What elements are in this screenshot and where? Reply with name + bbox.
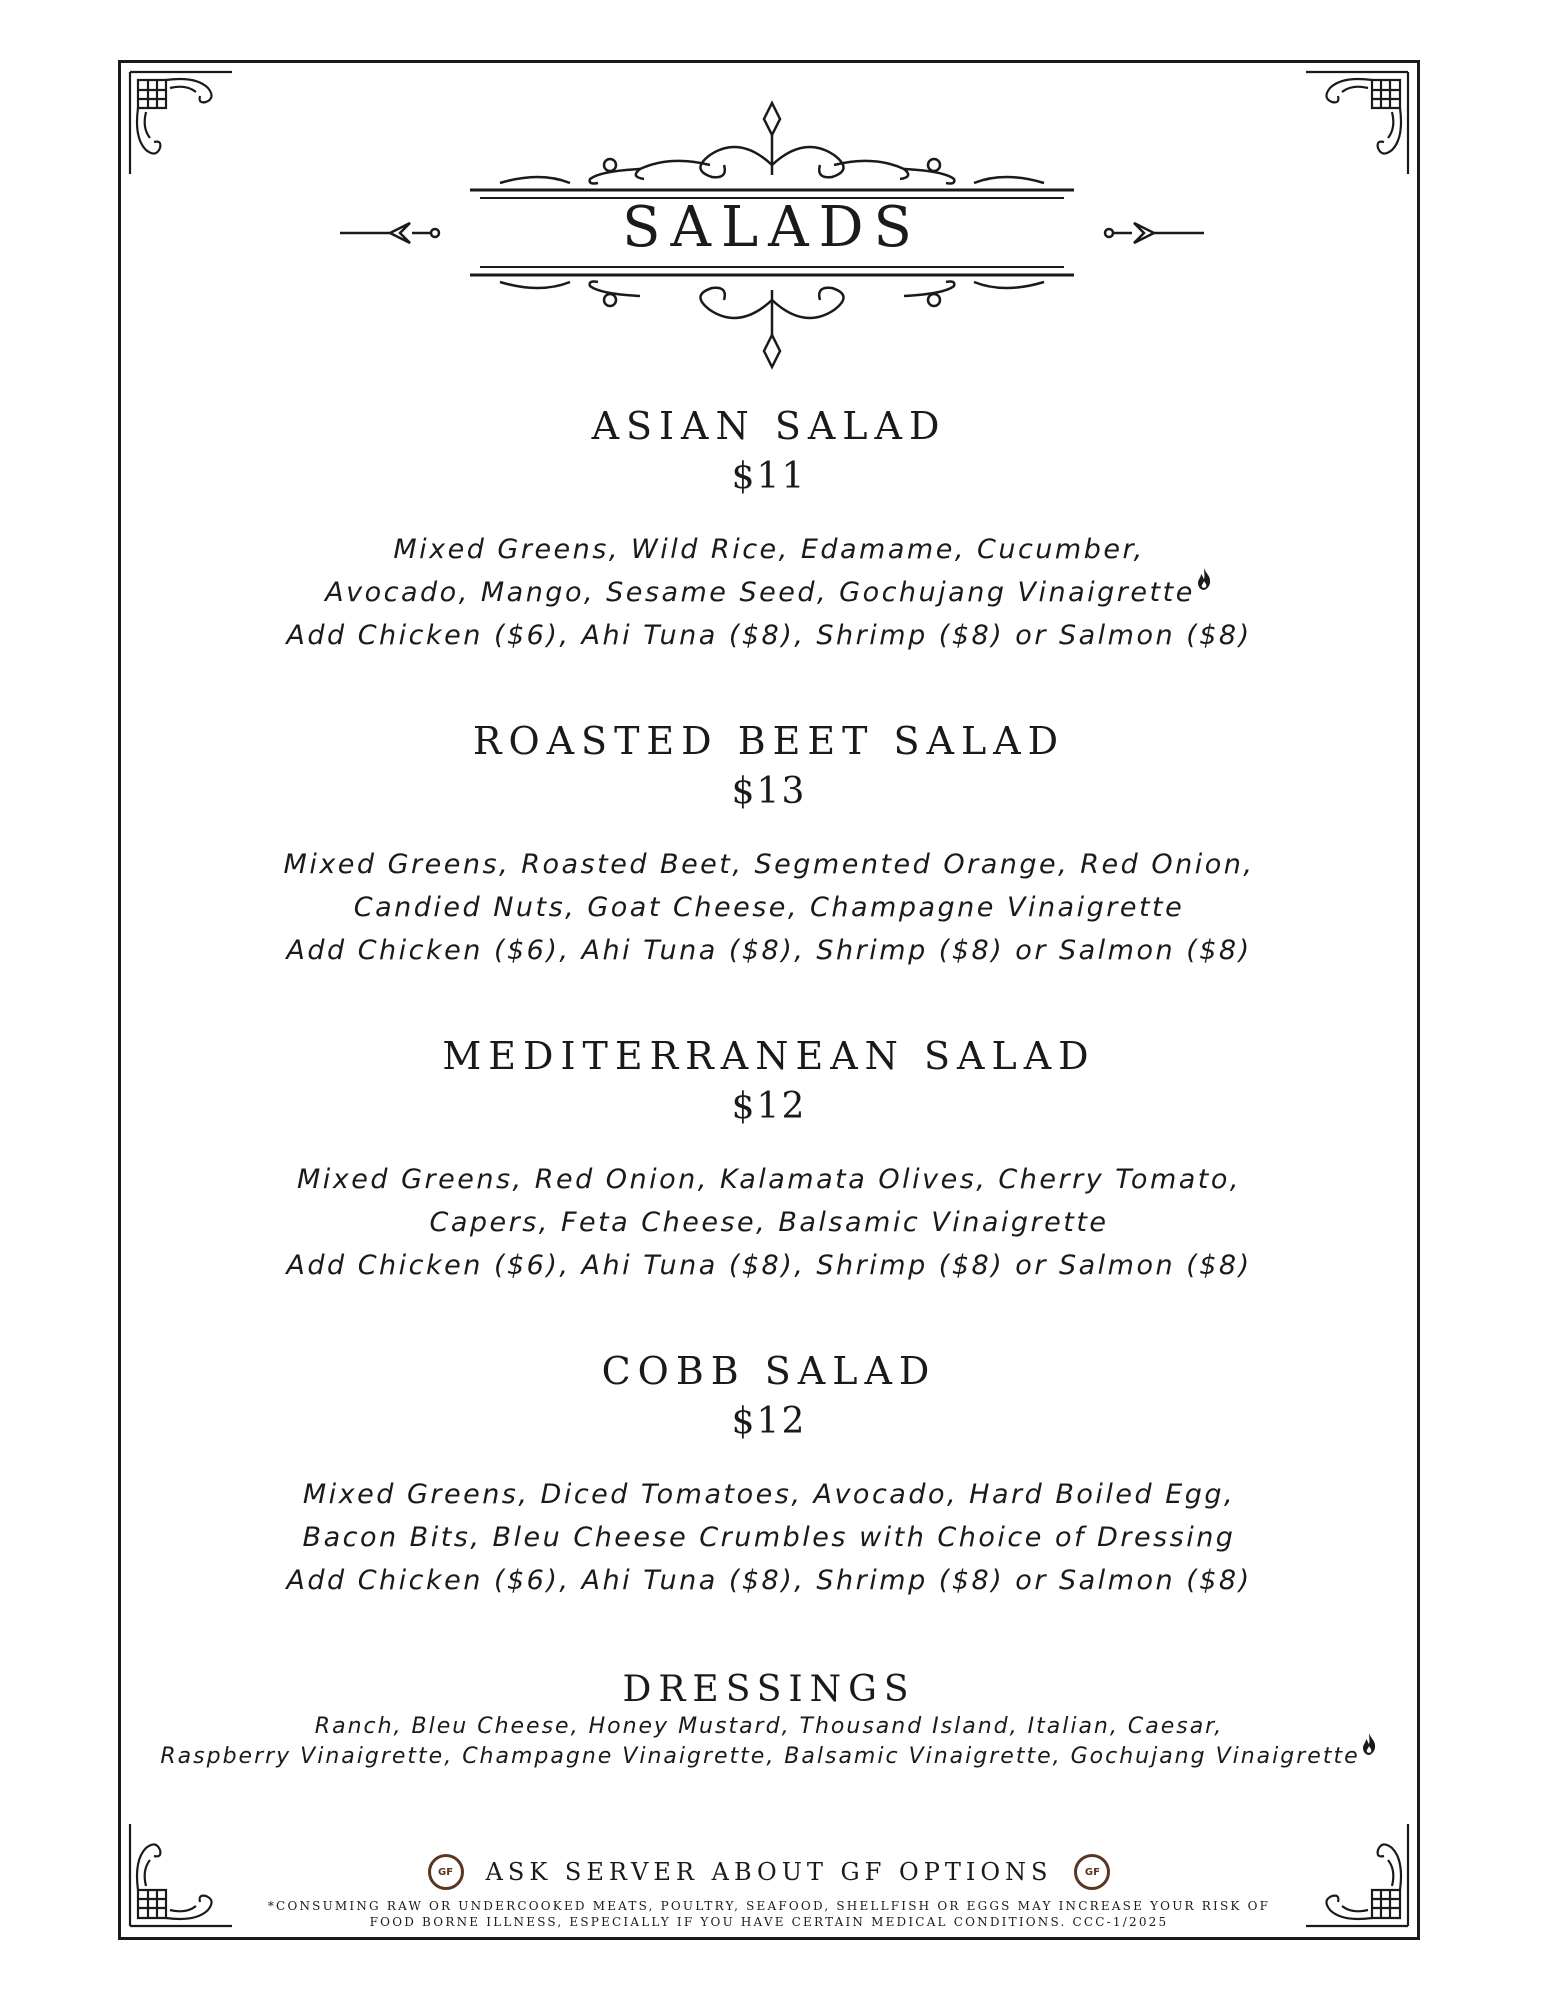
- item-name: ROASTED BEET SALAD: [472, 719, 1066, 763]
- item-description: [118, 1158, 1420, 1287]
- description-line: Mixed Greens, Diced Tomatoes, Avocado, Hard Boiled Egg,: [302, 1479, 1236, 1510]
- description-line: Avocado, Mango, Sesame Seed, Gochujang Vinaigrette: [118, 571, 1420, 614]
- menu-item-roasted-beet-salad: [118, 717, 1420, 972]
- corner-flourish-icon: [126, 68, 236, 178]
- menu-item-asian-salad: [118, 402, 1420, 657]
- description-line: Add Chicken ($6), Ahi Tuna ($8), Shrimp ($8) or Salmon ($8): [286, 935, 1252, 966]
- item-price: $12: [731, 1086, 807, 1127]
- description-line: Mixed Greens, Roasted Beet, Segmented Orange, Red Onion,: [283, 849, 1255, 880]
- description-line: Bacon Bits, Bleu Cheese Crumbles with Choice of Dressing: [302, 1522, 1236, 1553]
- item-description: [118, 1473, 1420, 1602]
- description-line: Capers, Feta Cheese, Balsamic Vinaigrette: [429, 1207, 1109, 1238]
- disclaimer-line: *CONSUMING RAW OR UNDERCOOKED MEATS, POULTRY, SEAFOOD, SHELLFISH OR EGGS MAY INCREASE YOUR RISK OF: [267, 1899, 1271, 1913]
- dressings-line: Raspberry Vinaigrette, Champagne Vinaigrette, Balsamic Vinaigrette, Gochujang Vinaigrette: [118, 1742, 1420, 1772]
- item-name: ASIAN SALAD: [591, 404, 947, 448]
- dressings-line: Ranch, Bleu Cheese, Honey Mustard, Thousand Island, Italian, Caesar,: [314, 1714, 1224, 1739]
- page-title: SALADS: [622, 195, 922, 260]
- description-line: Add Chicken ($6), Ahi Tuna ($8), Shrimp ($8) or Salmon ($8): [286, 1250, 1252, 1281]
- footer: [118, 1850, 1420, 1930]
- dressings-title: DRESSINGS: [622, 1669, 916, 1710]
- menu-item-mediterranean-salad: [118, 1032, 1420, 1287]
- description-line: Candied Nuts, Goat Cheese, Champagne Vinaigrette: [353, 892, 1185, 923]
- title-ornament: [340, 95, 1204, 380]
- corner-flourish-icon: [1302, 68, 1412, 178]
- item-price: $12: [731, 1401, 807, 1442]
- item-price: $11: [731, 456, 807, 497]
- item-name: COBB SALAD: [601, 1349, 937, 1393]
- item-description: [118, 843, 1420, 972]
- gf-notice: [118, 1850, 1420, 1894]
- description-line: Add Chicken ($6), Ahi Tuna ($8), Shrimp ($8) or Salmon ($8): [286, 620, 1252, 651]
- disclaimer-line: FOOD BORNE ILLNESS, ESPECIALLY IF YOU HAVE CERTAIN MEDICAL CONDITIONS. CCC-1/2025: [369, 1915, 1169, 1929]
- item-name: MEDITERRANEAN SALAD: [442, 1034, 1096, 1078]
- menu-item-cobb-salad: [118, 1347, 1420, 1602]
- dressings-list: [118, 1712, 1420, 1772]
- description-line: Add Chicken ($6), Ahi Tuna ($8), Shrimp ($8) or Salmon ($8): [286, 1565, 1252, 1596]
- gluten-free-badge-icon: GF: [1074, 1854, 1110, 1890]
- gf-notice-text: ASK SERVER ABOUT GF OPTIONS: [485, 1858, 1053, 1886]
- description-line: Mixed Greens, Wild Rice, Edamame, Cucumber,: [393, 534, 1145, 565]
- item-price: $13: [731, 771, 807, 812]
- dressings-section: [118, 1668, 1420, 1772]
- flame-icon: [1195, 561, 1213, 585]
- description-line: Mixed Greens, Red Onion, Kalamata Olives, Cherry Tomato,: [297, 1164, 1241, 1195]
- health-disclaimer: [118, 1898, 1420, 1930]
- item-description: [118, 528, 1420, 657]
- flame-icon: [1360, 1732, 1378, 1756]
- gluten-free-badge-icon: GF: [428, 1854, 464, 1890]
